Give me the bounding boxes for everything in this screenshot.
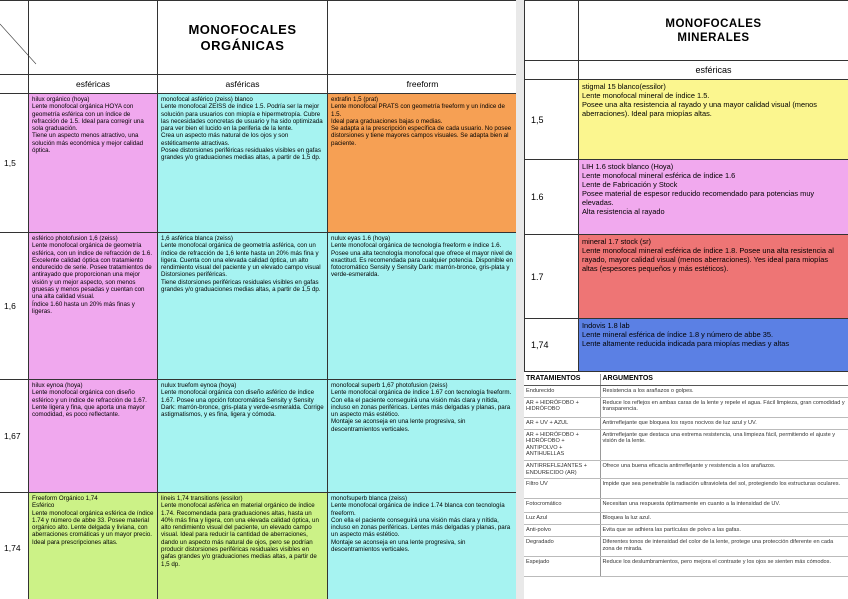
lens-cell: monofocal asférico (zeiss) blanco Lente monofocal ZEISS de índice 1.5. Podría ser la mejor solución para usuarios con miopía e hipermetropía. Cubre las necesidades concretas de usuario y ha sido optimizada para ver bien el lucido en la periferia de la lente. Crea un aspecto más natural de los ojos y son estéticamente atractivas. Posee distorsiones periféricas residuales visibles en gafas grandes y/o graduaciones medias altas, a partir de 1,5 dp. — [158, 94, 328, 233]
lens-cell: hilux eynoa (hoya) Lente monofocal orgánica con diseño esférico y un índice de refracción de 1.67. Lente ligera y fina, que aporta una mayor comodidad, es poco reflectante. — [29, 380, 158, 493]
lens-cell: stigmal 15 blanco(essilor) Lente monofocal mineral de índice 1.5. Posee una alta resistencia al rayado y una mayor calidad visual (menos aberraciones). Ideal para miopías altas. — [579, 80, 848, 160]
row-index: 1.7 — [525, 235, 579, 319]
table-row — [525, 319, 848, 372]
organic-title: MONOFOCALES ORGÁNICAS — [158, 1, 328, 75]
row-index: 1,74 — [525, 319, 579, 372]
lens-cell: 1,6 asférica blanca (zeiss) Lente monofocal orgánica de geometría asférica, con un índice de refracción de 1,6 lente hasta un 20% más fina y ligera. Cuenta con una elevada calidad óptica, un alto rendimiento visual del paciente y un elevado campo visual Distorsiones periféricas. Tiene distorsiones periféricas residuales visibles en gafas grandes y/o graduaciones medias altas, a partir de 1,5 dp. — [158, 233, 328, 380]
treatment-argument: Antirreflejante que destaca una extrema resistencia, una limpieza fácil, permitiendo el ajuste y visión de la lente. — [600, 429, 848, 460]
lens-cell: nulux truefom eynoa (hoya) Lente monofocal orgánica con diseño asférico de índice 1.67. Posee una opción fotocromática Sensity y Sensity Dark: marrón-bronce, gris-plata y verde-esmeralda. Corrige astigmatismos, y es fina, ligera y cómoda. — [158, 380, 328, 493]
table-row — [524, 385, 848, 397]
table-row — [524, 397, 848, 417]
page-gap — [516, 0, 524, 599]
lens-cell: esférico photofusion 1,6 (zeiss) Lente monofocal orgánica de geometría esférica, con un índice de refracción de 1.6. Excelente calidad óptica con tratamiento endurecido de serie. Posee tratamientos de antirayado que proporcionan una mejor visión y un mejor aspecto, son menos gruesas y menos pesadas y cuentan con una alta calidad visual. Índice 1.60 hasta un 20% más finas y ligeras. — [29, 233, 158, 380]
header-corner — [0, 75, 29, 94]
treatment-name: Espejado — [524, 557, 600, 577]
lens-cell: lineis 1,74 transitions (essilor) Lente monofocal asférica en material orgánico de índice 1.74. Recomendada para graduaciones altas, hasta un 40% más fina y ligera, con una elevada calidad óptica, un alto rendimiento visual del paciente, un elevado campo visual. Ideal para reducir la cantidad de aberraciones, dando un aspecto más natural de ojos, pero se podrían producir distorsiones periféricas residuales visibles en gafas grandes y/o graduaciones medias altas, a partir de 1,5 dp. — [158, 493, 328, 599]
table-row — [524, 417, 848, 429]
lens-cell: LIH 1.6 stock blanco (Hoya) Lente monofocal mineral esférica de índice 1.6 Lente de Fabricación y Stock Posee material de espesor reducido recomendado para potencias muy elevadas. Alta resistencia al rayado — [579, 160, 848, 235]
treatment-name: Endurecido — [524, 385, 600, 397]
row-index: 1,5 — [525, 80, 579, 160]
row-index: 1,5 — [0, 94, 29, 233]
table-row — [524, 460, 848, 478]
table-row — [525, 235, 848, 319]
table-row — [524, 557, 848, 577]
lens-cell: Freeform Orgánico 1,74 Esférico Lente monofocal orgánica esférica de índice 1.74 y número de abbe 33. Posee material orgánico alto. Lente delgada y liviana, con aberraciones cromáticas y un mayor precio. Ideal para prescripciones altas. — [29, 493, 158, 599]
header-esfericas: esféricas — [579, 61, 848, 80]
table-row — [0, 380, 516, 493]
treatment-argument: Evita que se adhiera las partículas de polvo a las gafas. — [600, 525, 848, 537]
table-row — [0, 94, 516, 233]
treatment-name: Degradado — [524, 537, 600, 557]
mineral-title: MONOFOCALES MINERALES — [579, 1, 848, 61]
row-index: 1,74 — [0, 493, 29, 599]
lens-cell: monofocal superb 1,67 photofusion (zeiss) Lente monofocal orgánica de índice 1.67 con tecnología freeform. Con ella el paciente conseguirá una visión más clara y nítida, incluso en zonas periféricas. Lentes más delgadas y planas, para un aspecto más estético. Montaje se aconseja en una lente progresiva, sin descentramientos verticales. — [328, 380, 517, 493]
treatment-argument: Ofrece una buena eficacia antirreflejante y resistencia a los arañazos. — [600, 460, 848, 478]
lens-cell: Indovis 1.8 lab Lente mineral esférica de índice 1.8 y número de abbe 35. Lente altamente reducida indicada para miopías medias y altas — [579, 319, 848, 372]
empty-title-cell — [328, 1, 517, 75]
table-row — [0, 493, 516, 599]
row-index: 1.6 — [525, 160, 579, 235]
treatment-argument: Bloquea la luz azul. — [600, 513, 848, 525]
table-row — [0, 233, 516, 380]
table-row — [524, 499, 848, 513]
empty-title-cell — [29, 1, 158, 75]
treatment-argument: Impide que sea penetrable la radiación ultravioleta del sol, protegiendo los estructuras oculares. — [600, 479, 848, 499]
lens-cell: monofsuperb blanca (zeiss) Lente monofocal orgánica de índice 1.74 blanca con tecnología freeform. Con ella el paciente conseguirá una visión más clara y nítida, incluso en zonas periféricas. Lentes más delgadas y planas, para un aspecto más estético. Montaje se aconseja en una lente progresiva, sin descentramientos verticales. — [328, 493, 517, 599]
treatments-header: TRATAMIENTOS — [524, 374, 600, 385]
treatment-name: Filtro UV — [524, 479, 600, 499]
table-row — [524, 513, 848, 525]
treatment-name: AR + HIDRÓFOBO + HIDRÓFOBO — [524, 397, 600, 417]
treatment-name: Fotocromático — [524, 499, 600, 513]
treatment-argument: Reduce los reflejos en ambas caras de la lente y repele el agua. Fácil limpieza, gran comodidad y transparencia. — [600, 397, 848, 417]
lens-cell: extrafin 1,5 (prat) Lente monofocal PRATS con geometría freeform y un índice de 1.5. Ideal para graduaciones bajas o medias. Se adapta a la prescripción específica de cada usuario. No posee distorsiones y tiene mayores campos visuales. Se adapta bien al paciente. — [328, 94, 517, 233]
treatment-argument: Reduce los deslumbramientos, pero mejora el contraste y los ojos se sienten más cómodos. — [600, 557, 848, 577]
corner-cell — [0, 1, 29, 75]
header-freeform: freeform — [328, 75, 517, 94]
corner-cell — [525, 1, 579, 61]
right-page — [524, 0, 848, 599]
treatment-name: AR + UV + AZUL — [524, 417, 600, 429]
treatment-name: AR + HIDRÓFOBO + HIDRÓFOBO + ANTIPOLVO + ANTIHUELLAS — [524, 429, 600, 460]
mineral-lenses-table — [524, 0, 848, 372]
row-index: 1,67 — [0, 380, 29, 493]
header-asfericas: asféricas — [158, 75, 328, 94]
table-row — [524, 479, 848, 499]
table-row — [524, 525, 848, 537]
treatment-argument: Necesitan una respuesta óptimamente en cuanto a la intensidad de UV. — [600, 499, 848, 513]
header-esfericas: esféricas — [29, 75, 158, 94]
table-row — [524, 429, 848, 460]
treatment-name: ANTIRREFLEJANTES + ENDURECIDO (AR) — [524, 460, 600, 478]
table-row — [525, 80, 848, 160]
treatment-argument: Diferentes tonos de intensidad del color de la lente, protege una protección diferente en cada zona de mirada. — [600, 537, 848, 557]
arguments-header: ARGUMENTOS — [600, 374, 848, 385]
lens-cell: nulux eyas 1.6 (hoya) Lente monofocal orgánica de tecnología freeform e índice 1.6. Posee una alta tecnología monofocal que ofrece el mayor nivel de exactitud. Es recomendada para cualquier potencia. Disponible en fotocromático Sensity y Sensity Dark: marrón-bronce, gris-plata y verde-esmeralda. — [328, 233, 517, 380]
treatment-argument: Resistencia a los arañazos o golpes. — [600, 385, 848, 397]
header-corner — [525, 61, 579, 80]
table-row — [524, 537, 848, 557]
treatments-table — [524, 374, 848, 577]
treatment-argument: Antirreflejante que bloquea los rayos nocivos de luz azul y UV. — [600, 417, 848, 429]
table-row — [525, 160, 848, 235]
lens-cell: hilux orgánico (hoya) Lente monofocal orgánica HOYA con geometría esférica con un índice de refracción de 1.5. Ideal para corregir una sola graduación. Tiene un aspecto menos atractivo, una solución más económica y mejor calidad óptica. — [29, 94, 158, 233]
treatment-name: Luz Azul — [524, 513, 600, 525]
treatment-name: Anti-polvo — [524, 525, 600, 537]
lens-cell: mineral 1.7 stock (sr) Lente monofocal mineral esférica de índice 1.8. Posee una alta resistencia al rayado, mayor calidad visual (menos aberraciones). Yes ideal para miopías altas (espesores pequeños y más estéticos). — [579, 235, 848, 319]
row-index: 1,6 — [0, 233, 29, 380]
